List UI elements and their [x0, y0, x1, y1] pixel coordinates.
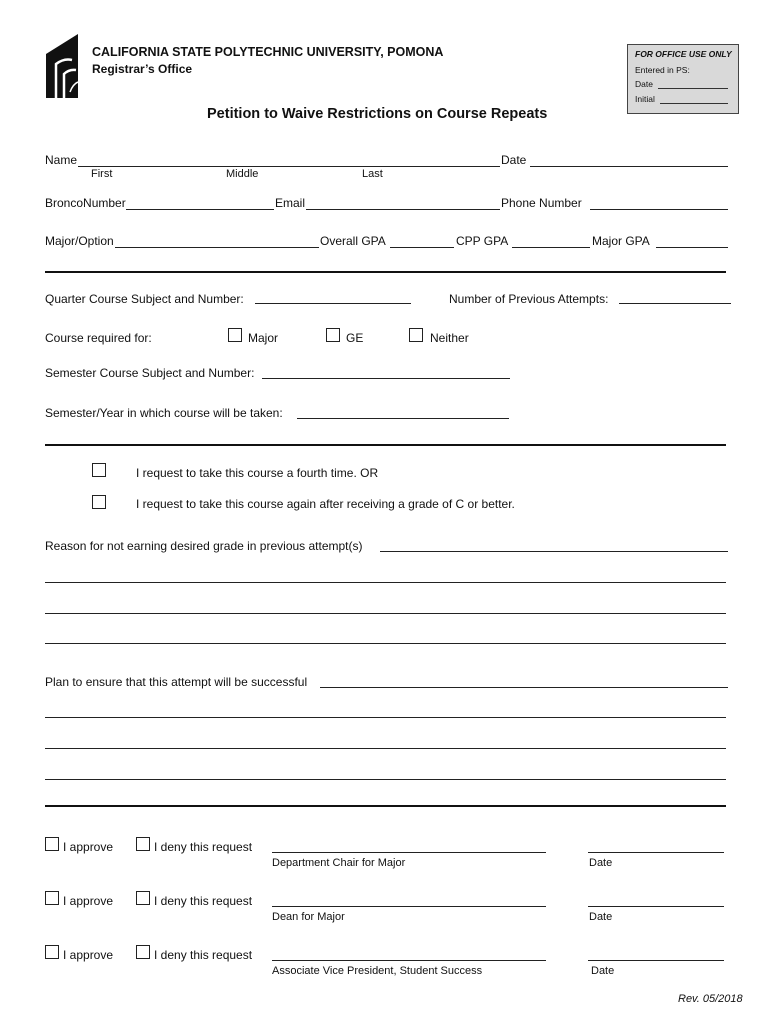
- section-divider: [45, 444, 726, 446]
- date-label: Date: [501, 153, 527, 167]
- fourth-time-checkbox[interactable]: [92, 463, 106, 477]
- office-use-heading: FOR OFFICE USE ONLY: [635, 49, 732, 59]
- overall-gpa-label: Overall GPA: [320, 234, 386, 248]
- phone-label: Phone Number: [501, 196, 582, 210]
- major-gpa-field[interactable]: [656, 247, 728, 248]
- major-checkbox[interactable]: [228, 328, 242, 342]
- semester-year-field[interactable]: [297, 418, 509, 419]
- entered-in-ps-label: Entered in PS:: [635, 65, 690, 75]
- quarter-course-field[interactable]: [255, 303, 411, 304]
- middle-name-caption: Middle: [226, 168, 259, 180]
- semester-year-label: Semester/Year in which course will be taken:: [45, 406, 283, 420]
- cpp-gpa-label: CPP GPA: [456, 234, 509, 248]
- semester-course-field[interactable]: [262, 378, 510, 379]
- signature-date-line[interactable]: [588, 960, 724, 961]
- signature-date-label: Date: [589, 911, 613, 923]
- plan-line[interactable]: [45, 748, 726, 749]
- signature-date-line[interactable]: [588, 852, 724, 853]
- office-initial-field[interactable]: [660, 103, 728, 104]
- signature-line[interactable]: [272, 906, 546, 907]
- major-option-text: Major: [248, 331, 279, 345]
- plan-line[interactable]: [45, 779, 726, 780]
- quarter-course-label: Quarter Course Subject and Number:: [45, 292, 244, 306]
- fourth-time-text: I request to take this course a fourth time. OR: [136, 466, 379, 480]
- signature-date-label: Date: [591, 965, 615, 977]
- signature-line[interactable]: [272, 960, 546, 961]
- previous-attempts-label: Number of Previous Attempts:: [449, 292, 609, 306]
- reason-line[interactable]: [45, 643, 726, 644]
- revision-label: Rev. 05/2018: [678, 993, 743, 1005]
- signature-date-line[interactable]: [588, 906, 724, 907]
- major-option-field[interactable]: [115, 247, 319, 248]
- signatory-role: Dean for Major: [272, 911, 345, 923]
- deny-text: I deny this request: [154, 948, 253, 962]
- approve-checkbox[interactable]: [45, 891, 59, 905]
- deny-checkbox[interactable]: [136, 945, 150, 959]
- university-logo: [46, 34, 82, 98]
- cpp-gpa-field[interactable]: [512, 247, 590, 248]
- section-divider: [45, 805, 726, 807]
- major-option-label: Major/Option: [45, 234, 114, 248]
- previous-attempts-field[interactable]: [619, 303, 731, 304]
- plan-label: Plan to ensure that this attempt will be successful: [45, 675, 308, 689]
- signatory-role: Associate Vice President, Student Success: [272, 965, 483, 977]
- reason-line[interactable]: [45, 613, 726, 614]
- semester-course-label: Semester Course Subject and Number:: [45, 366, 255, 380]
- deny-text: I deny this request: [154, 840, 253, 854]
- office-date-label: Date: [635, 79, 653, 89]
- major-gpa-label: Major GPA: [592, 234, 650, 248]
- approve-text: I approve: [63, 840, 114, 854]
- office-use-box: [627, 44, 739, 114]
- again-checkbox[interactable]: [92, 495, 106, 509]
- approve-checkbox[interactable]: [45, 945, 59, 959]
- date-field[interactable]: [530, 166, 728, 167]
- approve-text: I approve: [63, 894, 114, 908]
- reason-line[interactable]: [45, 582, 726, 583]
- neither-option-text: Neither: [430, 331, 469, 345]
- approve-text: I approve: [63, 948, 114, 962]
- approve-checkbox[interactable]: [45, 837, 59, 851]
- plan-line[interactable]: [45, 717, 726, 718]
- last-name-caption: Last: [362, 168, 383, 180]
- deny-text: I deny this request: [154, 894, 253, 908]
- section-divider: [45, 271, 726, 273]
- course-required-label: Course required for:: [45, 331, 152, 345]
- signature-line[interactable]: [272, 852, 546, 853]
- office-name: Registrar’s Office: [92, 62, 193, 76]
- name-label: Name: [45, 153, 78, 167]
- ge-option-text: GE: [346, 331, 364, 345]
- bronco-number-label: BroncoNumber: [45, 196, 126, 210]
- ge-checkbox[interactable]: [326, 328, 340, 342]
- plan-field[interactable]: [320, 687, 728, 688]
- deny-checkbox[interactable]: [136, 891, 150, 905]
- phone-field[interactable]: [590, 209, 728, 210]
- university-name: CALIFORNIA STATE POLYTECHNIC UNIVERSITY, POMONA: [92, 45, 444, 59]
- signature-date-label: Date: [589, 857, 613, 869]
- neither-checkbox[interactable]: [409, 328, 423, 342]
- first-name-caption: First: [91, 168, 113, 180]
- overall-gpa-field[interactable]: [390, 247, 454, 248]
- name-field[interactable]: [78, 166, 500, 167]
- reason-field[interactable]: [380, 551, 728, 552]
- office-initial-label: Initial: [635, 94, 655, 104]
- reason-label: Reason for not earning desired grade in previous attempt(s): [45, 539, 363, 553]
- again-text: I request to take this course again after receiving a grade of C or better.: [136, 497, 515, 511]
- form-title: Petition to Waive Restrictions on Course Repeats: [207, 106, 548, 122]
- deny-checkbox[interactable]: [136, 837, 150, 851]
- bronco-number-field[interactable]: [126, 209, 274, 210]
- office-date-field[interactable]: [658, 88, 728, 89]
- email-label: Email: [275, 196, 306, 210]
- email-field[interactable]: [306, 209, 500, 210]
- signatory-role: Department Chair for Major: [272, 857, 406, 869]
